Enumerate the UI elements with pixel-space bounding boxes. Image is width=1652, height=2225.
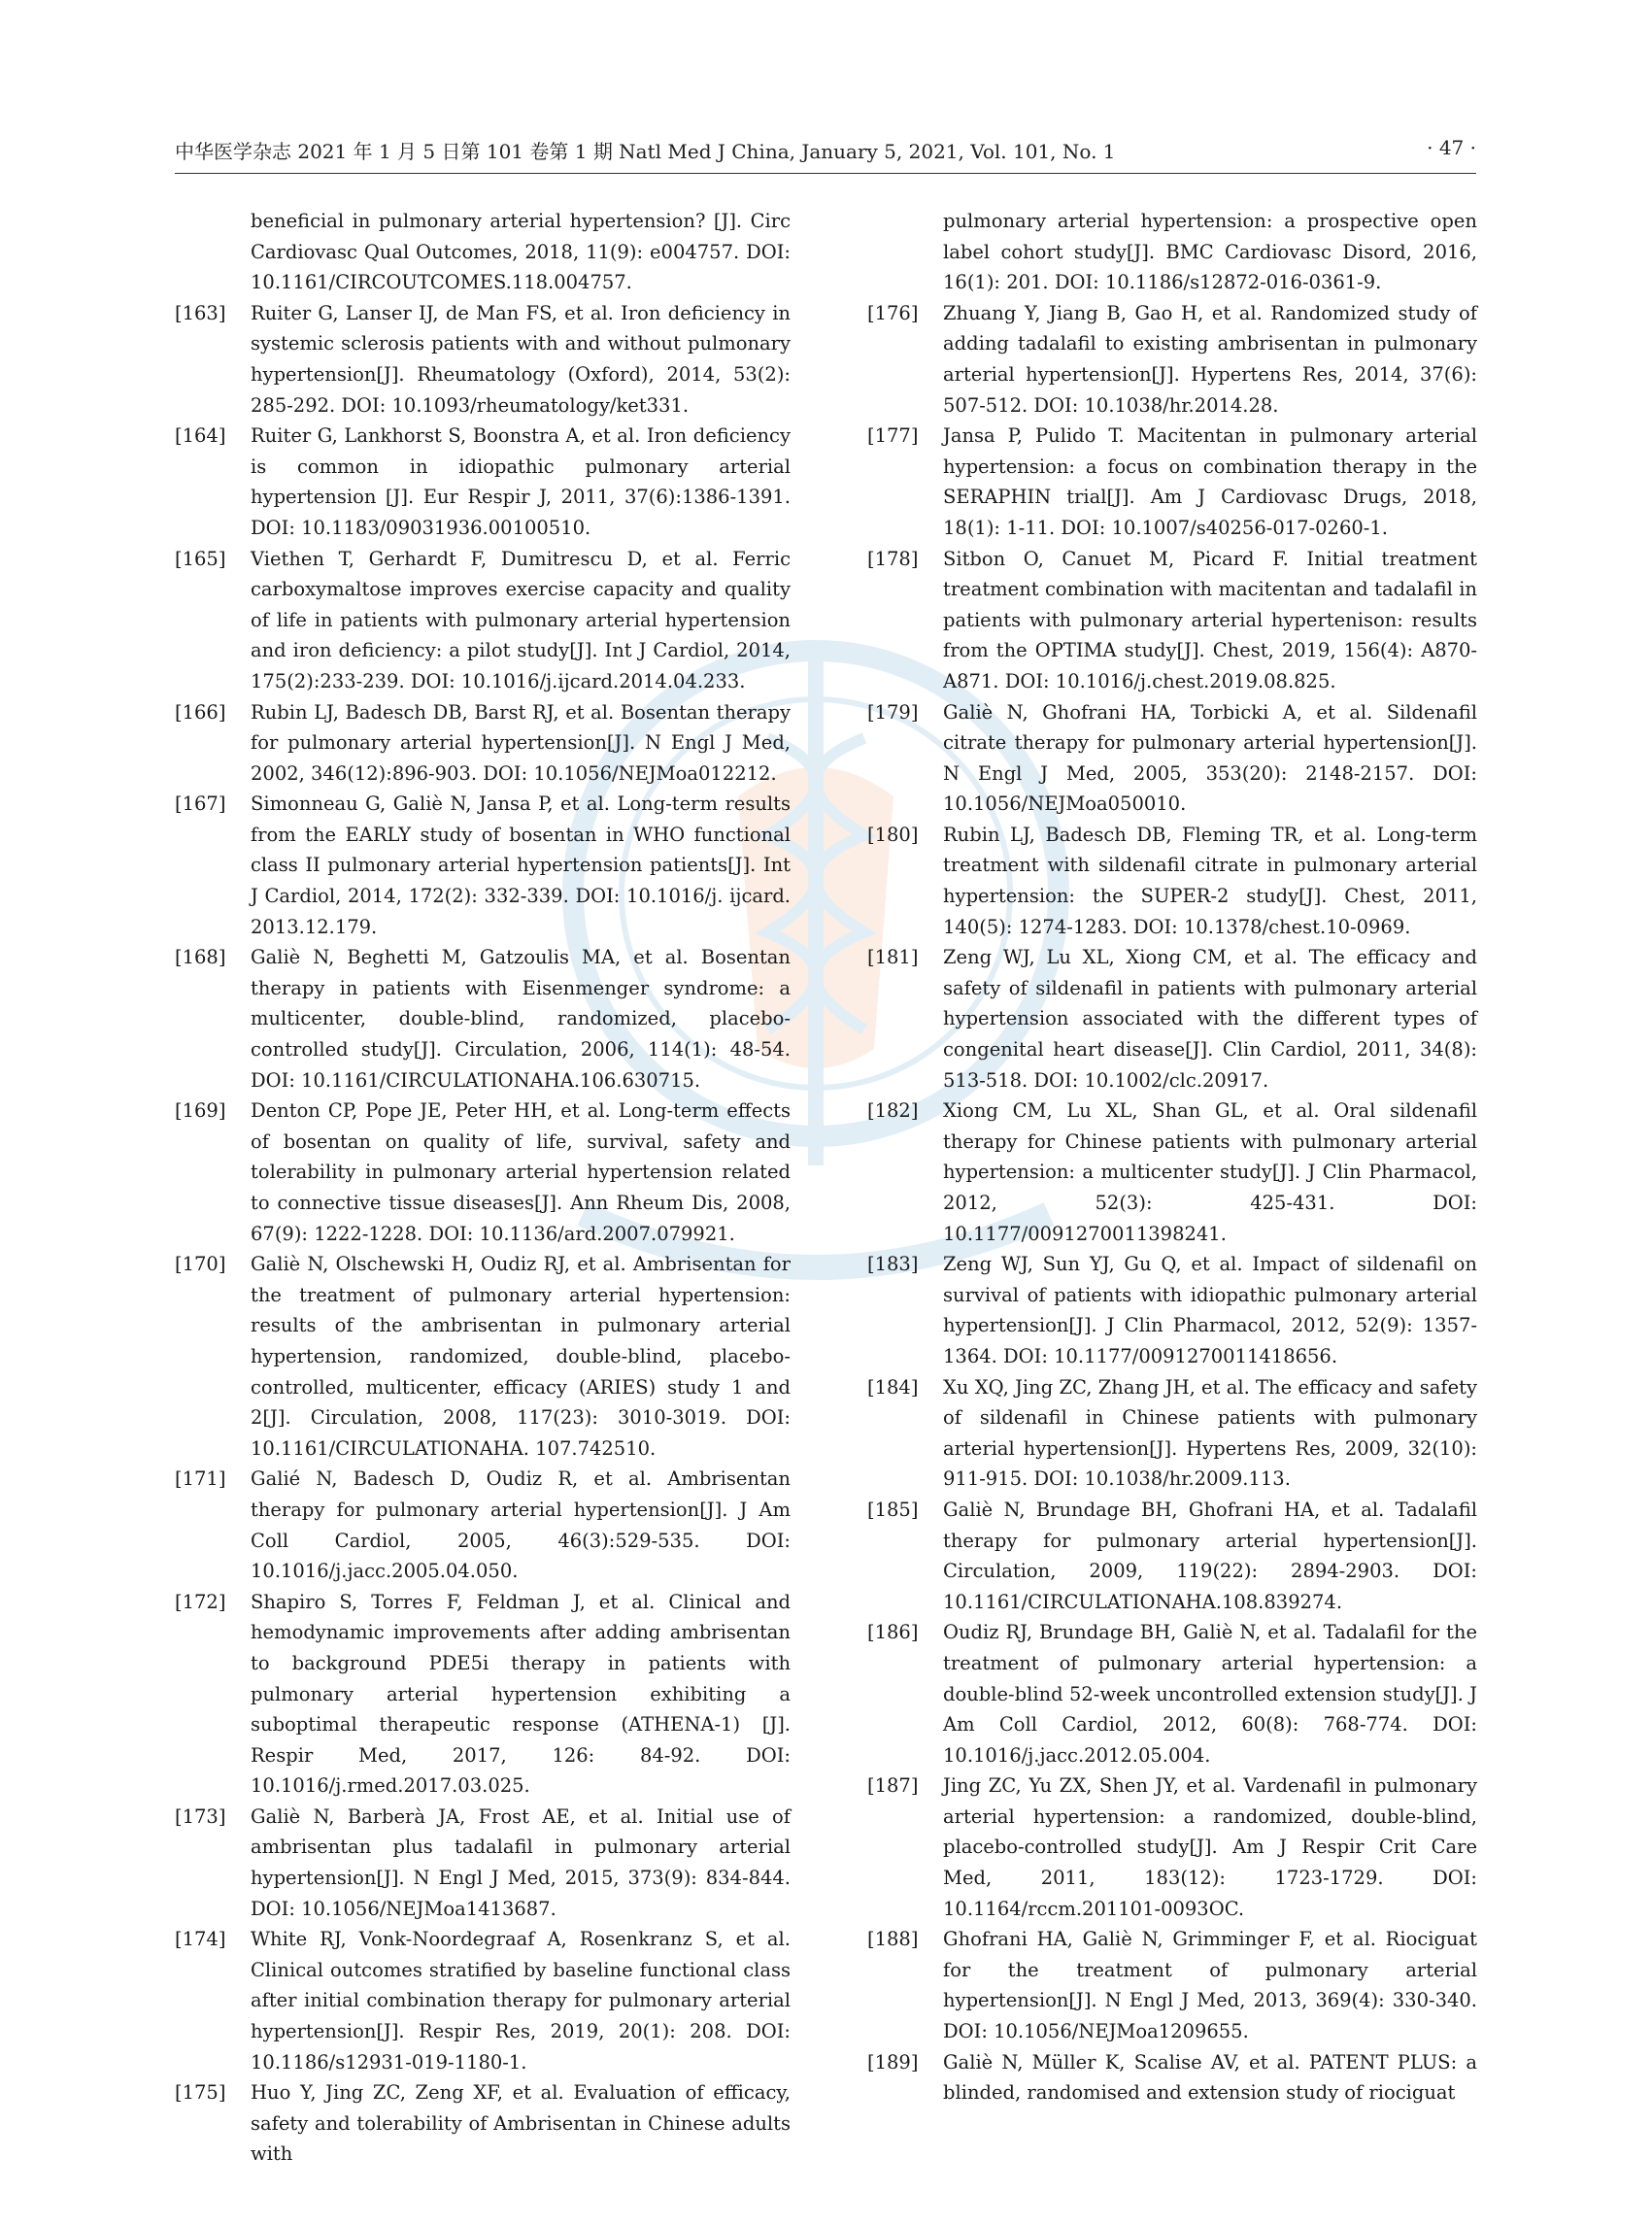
reference-entry <box>867 820 1477 942</box>
running-header <box>175 134 1476 167</box>
reference-number: [167] <box>175 792 226 816</box>
reference-number: [164] <box>175 424 226 448</box>
reference-entry <box>867 1096 1477 1249</box>
reference-entry <box>175 544 791 697</box>
reference-text: Viethen T, Gerhardt F, Dumitrescu D, et al. Ferric carboxymaltose improves exercise capacity and quality of life in patients with pulmonary arterial hypertension and iron deficiency: a pilot study[J]. Int J Cardiol, 2014, 175(2):233-239. DOI: 10.1016/j.ijcard.2014.04.233. <box>251 547 791 692</box>
reference-number: [173] <box>175 1804 226 1828</box>
reference-entry <box>867 697 1477 820</box>
reference-text: Xiong CM, Lu XL, Shan GL, et al. Oral sildenafil therapy for Chinese patients with pulmonary arterial hypertension: a multicenter study[J]. J Clin Pharmacol, 2012, 52(3): 425-431. DOI: 10.1177/0091270011398241. <box>943 1099 1477 1245</box>
reference-entry <box>175 789 791 942</box>
reference-text: Huo Y, Jing ZC, Zeng XF, et al. Evaluation of efficacy, safety and tolerability of Ambrisentan in Chinese adults with <box>251 2081 791 2166</box>
reference-number: [175] <box>175 2081 226 2105</box>
reference-number: [165] <box>175 547 226 570</box>
reference-text: Galiè N, Barberà JA, Frost AE, et al. Initial use of ambrisentan plus tadalafil in pulmonary arterial hypertension[J]. N Engl J Med, 2015, 373(9): 834-844. DOI: 10.1056/NEJMoa1413687. <box>251 1804 791 1920</box>
reference-number: [169] <box>175 1099 226 1123</box>
reference-number: [166] <box>175 700 226 724</box>
reference-text: Sitbon O, Canuet M, Picard F. Initial treatment treatment combination with macitentan and tadalafil in patients with pulmonary arterial hypertenison: results from the OPTIMA study[J]. Chest, 2019, 156(4): A870-A871. DOI: 10.1016/j.chest.2019.08.825. <box>943 547 1477 692</box>
reference-entry <box>867 421 1477 543</box>
reference-entry <box>175 421 791 543</box>
reference-text: Oudiz RJ, Brundage BH, Galiè N, et al. Tadalafil for the treatment of pulmonary arterial hypertension: a double-blind 52-week uncontrolled extension study[J]. J Am Coll Cardiol, 2012, 60(8): 768-774. DOI: 10.1016/j.jacc.2012.05.004. <box>943 1621 1477 1767</box>
reference-entry <box>867 544 1477 697</box>
reference-number: [185] <box>867 1498 919 1521</box>
reference-column-left <box>175 206 791 2170</box>
reference-text: Galié N, Badesch D, Oudiz R, et al. Ambrisentan therapy for pulmonary arterial hypertension[J]. J Am Coll Cardiol, 2005, 46(3):529-535. DOI: 10.1016/j.jacc.2005.04.050. <box>251 1467 791 1583</box>
reference-text: Zeng WJ, Sun YJ, Gu Q, et al. Impact of sildenafil on survival of patients with idiopathic pulmonary arterial hypertension[J]. J Clin Pharmacol, 2012, 52(9): 1357-1364. DOI: 10.1177/0091270011418656. <box>943 1253 1477 1367</box>
reference-text: Jansa P, Pulido T. Macitentan in pulmonary arterial hypertension: a focus on combination therapy in the SERAPHIN trial[J]. Am J Cardiovasc Drugs, 2018, 18(1): 1-11. DOI: 10.1007/s40256-017-0260-1. <box>943 424 1477 539</box>
reference-number: [172] <box>175 1590 226 1613</box>
reference-text: White RJ, Vonk-Noordegraaf A, Rosenkranz S, et al. Clinical outcomes stratified by baseline functional class after initial combination therapy for pulmonary arterial hypertension[J]. Respir Res, 2019, 20(1): 208. DOI: 10.1186/s12931-019-1180-1. <box>251 1928 791 2073</box>
reference-number: [179] <box>867 700 919 724</box>
reference-text: Zhuang Y, Jiang B, Gao H, et al. Randomized study of adding tadalafil to existing ambrisentan in pulmonary arterial hypertension[J]. Hypertens Res, 2014, 37(6): 507-512. DOI: 10.1038/hr.2014.28. <box>943 301 1477 417</box>
reference-entry <box>867 1249 1477 1371</box>
reference-number: [168] <box>175 946 226 969</box>
reference-text: Xu XQ, Jing ZC, Zhang JH, et al. The efficacy and safety of sildenafil in Chinese patients with pulmonary arterial hypertension[J]. Hypertens Res, 2009, 32(10): 911-915. DOI: 10.1038/hr.2009.113. <box>943 1375 1477 1491</box>
reference-entry <box>175 1249 791 1464</box>
reference-number: [181] <box>867 946 919 969</box>
reference-text: Ghofrani HA, Galiè N, Grimminger F, et al. Riociguat for the treatment of pulmonary arterial hypertension[J]. N Engl J Med, 2013, 369(4): 330-340. DOI: 10.1056/NEJMoa1209655. <box>943 1928 1477 2043</box>
reference-entry <box>175 206 791 298</box>
reference-text: Galiè N, Müller K, Scalise AV, et al. PATENT PLUS: a blinded, randomised and extension study of riociguat <box>943 2050 1477 2105</box>
reference-number: [186] <box>867 1621 919 1644</box>
reference-entry <box>867 1372 1477 1495</box>
reference-text: Rubin LJ, Badesch DB, Fleming TR, et al. Long-term treatment with sildenafil citrate in pulmonary arterial hypertension: the SUPER-2 study[J]. Chest, 2011, 140(5): 1274-1283. DOI: 10.1378/chest.10-0969. <box>943 823 1477 938</box>
reference-number: [184] <box>867 1375 919 1399</box>
reference-number: [170] <box>175 1253 226 1276</box>
reference-text: Ruiter G, Lankhorst S, Boonstra A, et al. Iron deficiency is common in idiopathic pulmonary arterial hypertension [J]. Eur Respir J, 2011, 37(6):1386-1391. DOI: 10.1183/09031936.00100510. <box>251 424 791 539</box>
reference-entry <box>867 1617 1477 1770</box>
reference-text: Simonneau G, Galiè N, Jansa P, et al. Long-term results from the EARLY study of bosentan in WHO functional class II pulmonary arterial hypertension patients[J]. Int J Cardiol, 2014, 172(2): 332-339. DOI: 10.1016/j. ijcard. 2013.12.179. <box>251 792 791 938</box>
reference-number: [189] <box>867 2050 919 2073</box>
reference-text: Ruiter G, Lanser IJ, de Man FS, et al. Iron deficiency in systemic sclerosis patients with and without pulmonary hypertension[J]. Rheumatology (Oxford), 2014, 53(2): 285-292. DOI: 10.1093/rheumatology/ket331. <box>251 301 791 417</box>
reference-text: Rubin LJ, Badesch DB, Barst RJ, et al. Bosentan therapy for pulmonary arterial hypertension[J]. N Engl J Med, 2002, 346(12):896-903. DOI: 10.1056/NEJMoa012212. <box>251 700 791 785</box>
reference-number: [187] <box>867 1774 919 1798</box>
reference-entry <box>867 206 1477 298</box>
reference-entry <box>175 697 791 790</box>
reference-entry <box>867 1924 1477 2046</box>
reference-number: [180] <box>867 823 919 846</box>
reference-text: Galiè N, Ghofrani HA, Torbicki A, et al. Sildenafil citrate therapy for pulmonary arterial hypertension[J]. N Engl J Med, 2005, 353(20): 2148-2157. DOI: 10.1056/NEJMoa050010. <box>943 700 1477 816</box>
reference-text: Galiè N, Beghetti M, Gatzoulis MA, et al. Bosentan therapy in patients with Eisenmenger syndrome: a multicenter, double-blind, randomized, placebo-controlled study[J]. Circulation, 2006, 114(1): 48-54. DOI: 10.1161/CIRCULATIONAHA.106.630715. <box>251 946 791 1092</box>
reference-number: [163] <box>175 301 226 324</box>
journal-citation-line: 中华医学杂志 2021 年 1 月 5 日第 101 卷第 1 期 Natl Med J China, January 5, 2021, Vol. 101, No. 1 <box>175 140 1116 163</box>
reference-text: pulmonary arterial hypertension: a prospective open label cohort study[J]. BMC Cardiovasc Disord, 2016, 16(1): 201. DOI: 10.1186/s12872-016-0361-9. <box>943 210 1477 294</box>
reference-entry <box>175 1587 791 1802</box>
reference-column-right <box>867 206 1477 2108</box>
reference-entry <box>175 1096 791 1249</box>
reference-entry <box>867 2047 1477 2108</box>
reference-entry <box>867 942 1477 1096</box>
reference-text: Galiè N, Olschewski H, Oudiz RJ, et al. Ambrisentan for the treatment of pulmonary arterial hypertension: results of the ambrisentan in pulmonary arterial hypertension, randomized, double-blind, placebo-controlled, multicenter, efficacy (ARIES) study 1 and 2[J]. Circulation, 2008, 117(23): 3010-3019. DOI: 10.1161/CIRCULATIONAHA. 107.742510. <box>251 1253 791 1460</box>
reference-text: Shapiro S, Torres F, Feldman J, et al. Clinical and hemodynamic improvements after adding ambrisentan to background PDE5i therapy in patients with pulmonary arterial hypertension exhibiting a suboptimal therapeutic response (ATHENA-1) [J]. Respir Med, 2017, 126: 84-92. DOI: 10.1016/j.rmed.2017.03.025. <box>251 1590 791 1798</box>
header-divider <box>175 173 1476 174</box>
reference-entry <box>175 1802 791 1924</box>
reference-entry <box>175 1464 791 1586</box>
reference-entry <box>867 1770 1477 1924</box>
reference-text: beneficial in pulmonary arterial hypertension? [J]. Circ Cardiovasc Qual Outcomes, 2018, 11(9): e004757. DOI: 10.1161/CIRCOUTCOMES.118.004757. <box>251 210 791 294</box>
reference-entry <box>867 1495 1477 1617</box>
reference-entry <box>867 298 1477 421</box>
reference-number: [171] <box>175 1467 226 1491</box>
reference-entry <box>175 298 791 421</box>
reference-number: [174] <box>175 1928 226 1951</box>
reference-number: [183] <box>867 1253 919 1276</box>
reference-entry <box>175 942 791 1096</box>
reference-text: Zeng WJ, Lu XL, Xiong CM, et al. The efficacy and safety of sildenafil in patients with pulmonary arterial hypertension associated with the different types of congenital heart disease[J]. Clin Cardiol, 2011, 34(8): 513-518. DOI: 10.1002/clc.20917. <box>943 946 1477 1092</box>
reference-number: [178] <box>867 547 919 570</box>
reference-text: Jing ZC, Yu ZX, Shen JY, et al. Vardenafil in pulmonary arterial hypertension: a randomized, double-blind, placebo-controlled study[J]. Am J Respir Crit Care Med, 2011, 183(12): 1723-1729. DOI: 10.1164/rccm.201101-0093OC. <box>943 1774 1477 1920</box>
reference-number: [182] <box>867 1099 919 1123</box>
reference-entry <box>175 1924 791 2077</box>
reference-text: Galiè N, Brundage BH, Ghofrani HA, et al. Tadalafil therapy for pulmonary arterial hypertension[J]. Circulation, 2009, 119(22): 2894-2903. DOI: 10.1161/CIRCULATIONAHA.108.839274. <box>943 1498 1477 1613</box>
reference-number: [177] <box>867 424 919 448</box>
page-number: · 47 · <box>1427 136 1476 159</box>
reference-number: [176] <box>867 301 919 324</box>
reference-text: Denton CP, Pope JE, Peter HH, et al. Long-term effects of bosentan on quality of life, survival, safety and tolerability in pulmonary arterial hypertension related to connective tissue diseases[J]. Ann Rheum Dis, 2008, 67(9): 1222-1228. DOI: 10.1136/ard.2007.079921. <box>251 1099 791 1245</box>
reference-number: [188] <box>867 1928 919 1951</box>
reference-entry <box>175 2077 791 2170</box>
